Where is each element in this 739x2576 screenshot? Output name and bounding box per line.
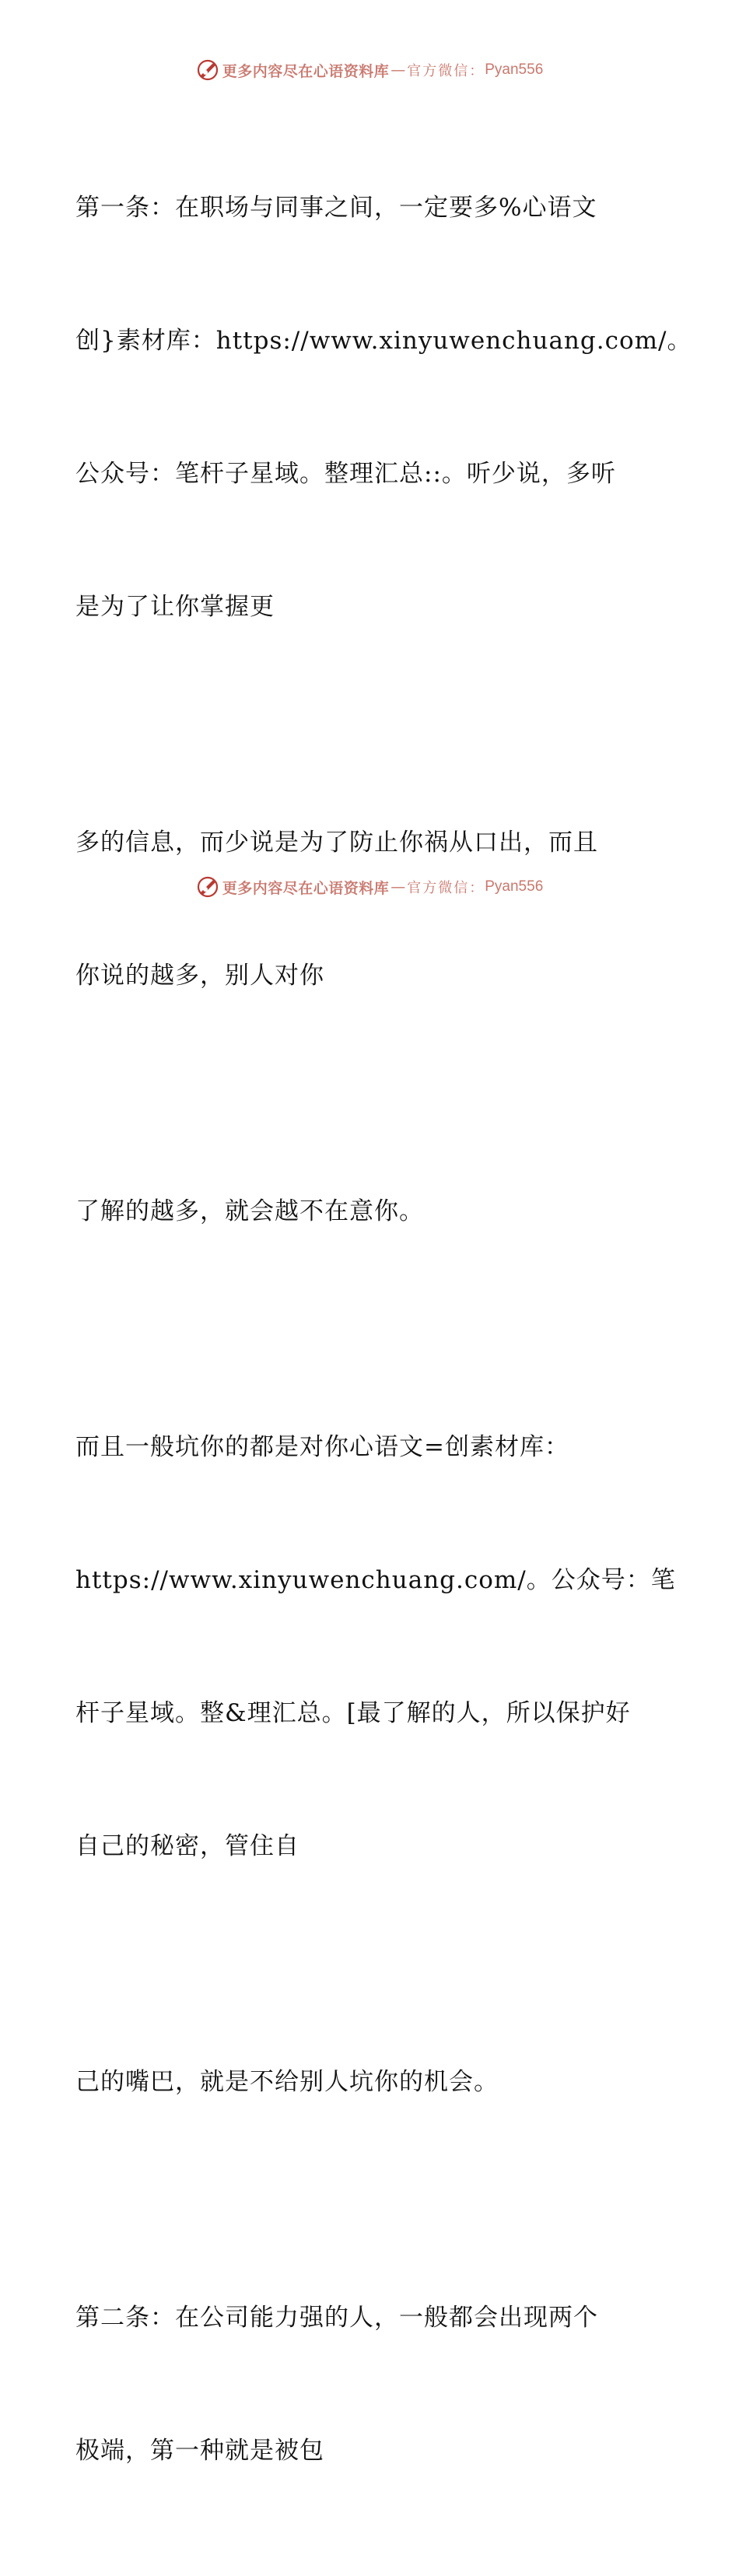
text-line: 第一条：在职场与同事之间，一定要多%心语文 (75, 194, 597, 222)
footer-wechat-label: 官方微信： (407, 880, 485, 896)
brand-logo-icon (196, 875, 219, 899)
text-line: 而且一般坑你的都是对你心语文=创素材库： (75, 1433, 569, 1461)
text-line: 是为了让你掌握更 (75, 593, 275, 621)
brand-logo-icon (196, 58, 219, 82)
header-wechat-label: 官方微信： (407, 63, 485, 79)
header-separator: — (391, 61, 406, 79)
text-line: https://www.xinyuwenchuang.com/。公众号：笔 (75, 1566, 676, 1594)
text-line: 了解的越多，就会越不在意你。 (75, 1197, 424, 1225)
text-line: 己的嘴巴，就是不给别人坑你的机会。 (75, 2068, 499, 2096)
footer-title: 更多内容尽在心语资料库 (222, 879, 390, 897)
paragraph (75, 1101, 667, 1323)
paragraph (75, 2207, 667, 2562)
paragraph (75, 1971, 667, 2193)
header-title: 更多内容尽在心语资料库 (222, 62, 390, 80)
text-line: 极端，第一种就是被包 (75, 2437, 324, 2465)
paragraph (75, 97, 692, 718)
text-line: 杆子星域。整&理汇总。[最了解的人，所以保护好 (75, 1699, 631, 1727)
header-wechat-id: Pyan556 (485, 61, 544, 78)
text-line: 多的信息，而少说是为了防止你祸从口出，而且 (75, 829, 598, 857)
paragraph (75, 1337, 676, 1957)
header-banner (0, 54, 739, 86)
footer-banner (0, 871, 739, 902)
text-line: 第二条：在公司能力强的人，一般都会出现两个 (75, 2304, 598, 2332)
text-line: 你说的越多，别人对你 (75, 962, 324, 990)
footer-separator: — (391, 878, 406, 895)
footer-wechat-id: Pyan556 (485, 878, 544, 895)
document-body (75, 97, 692, 2576)
text-line: 创}素材库：https://www.xinyuwenchuang.com/。 (75, 327, 692, 355)
text-line: 公众号：笔杆子星域。整理汇总::。听少说，多听 (75, 460, 616, 488)
paragraph (75, 732, 667, 1087)
text-line: 自己的秘密，管住自 (75, 1832, 299, 1860)
